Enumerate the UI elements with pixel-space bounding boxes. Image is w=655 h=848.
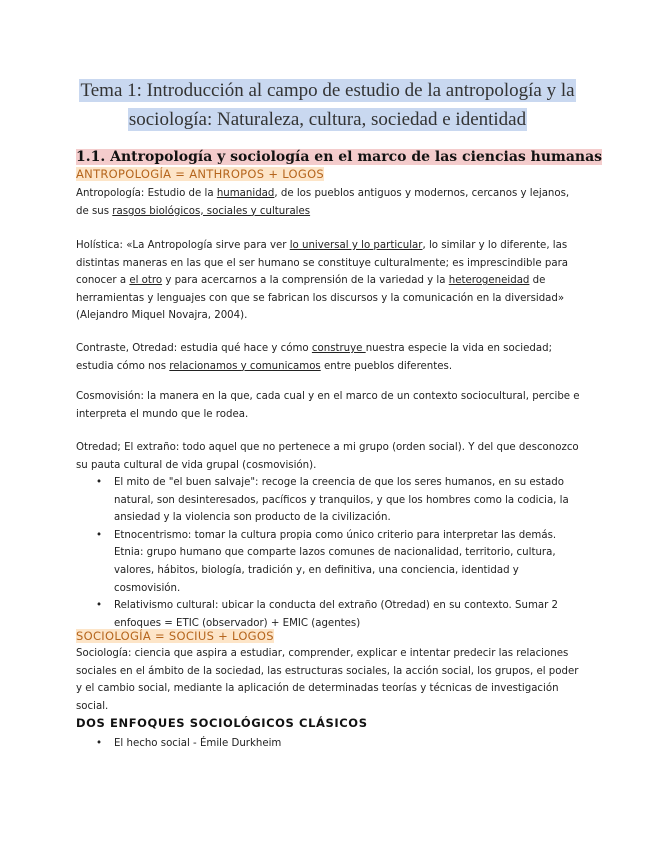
underlined-term: construye [311, 343, 366, 354]
holistica-paragraph: Holística: «La Antropología sirve para ver lo universal y lo particular, lo similar y lo diferente, las distintas maneras en las que el ser humano se constituye culturalmente; es imprescindible para conocer a el otro y para acercarnos a la comprensión de la variedad y la heterogeneidad de herramientas y lenguajes con que se fabrican los discursos y la comunicación en la diversidad» (Alejandro Miquel Novajra, 2004). [76, 240, 569, 322]
title-line-1: Tema 1: Introducción al campo de estudio de la antropología y la [80, 80, 575, 101]
underlined-term: el otro [129, 275, 163, 287]
antropologia-definition: Antropología: Estudio de la humanidad, de los pueblos antiguos y modernos, cercanos y lejanos, de sus rasgos biológicos, sociales y culturales [76, 188, 570, 217]
section-heading: 1.1. Antropología y sociología en el marco de las ciencias humanas [76, 149, 603, 165]
otredad-bullet-list [76, 474, 581, 632]
antropologia-label: ANTROPOLOGÍA = ANTHROPOS + LOGOS [76, 167, 325, 181]
underlined-term: rasgos biológicos, sociales y culturales [112, 205, 311, 217]
list-item: • Relativismo cultural: ubicar la conducta del extraño (Otredad) en su contexto. Sumar 2 enfoques = ETIC (observador) + EMIC (agentes) [76, 597, 581, 632]
document-title [60, 76, 595, 134]
underlined-term: heterogeneidad [448, 275, 530, 287]
underlined-term: humanidad [216, 188, 275, 199]
enfoques-heading: DOS ENFOQUES SOCIOLÓGICOS CLÁSICOS [76, 716, 368, 730]
sociologia-label: SOCIOLOGÍA = SOCIUS + LOGOS [76, 629, 274, 643]
contraste-paragraph: Contraste, Otredad: estudia qué hace y cómo construye nuestra especie la vida en sociedad; estudia cómo nos relacionamos y comunicamos entre pueblos diferentes. [76, 343, 553, 372]
cosmovision-paragraph: Cosmovisión: la manera en la que, cada cual y en el marco de un contexto sociocultural, percibe e interpreta el mundo que le rodea. [76, 391, 580, 420]
sociologia-definition: Sociología: ciencia que aspira a estudiar, comprender, explicar e intentar predecir las relaciones sociales en el ámbito de la sociedad, las estructuras sociales, la acción social, los grupos, el poder y el cambio social, mediante la aplicación de determinadas teorías y técnicas de investigación social. [76, 648, 579, 712]
enfoques-bullet-list [76, 735, 581, 753]
otredad-paragraph: Otredad; El extraño: todo aquel que no pertenece a mi grupo (orden social). Y del que desconozco su pauta cultural de vida grupal (cosmovisión). [76, 442, 579, 471]
list-item: • El hecho social - Émile Durkheim [76, 735, 581, 753]
underlined-term: lo universal y lo particular [289, 240, 423, 251]
underlined-term: relacionamos y comunicamos [169, 360, 321, 372]
title-line-2: sociología: Naturaleza, cultura, sociedad e identidad [128, 109, 527, 130]
list-item: • Etnocentrismo: tomar la cultura propia como único criterio para interpretar las demás. Etnia: grupo humano que comparte lazos comunes de nacionalidad, territorio, cultura, valores, hábitos, biología, tradición y, en definitiva, una conciencia, identidad y cosmovisión. [76, 527, 581, 597]
list-item: • El mito de "el buen salvaje": recoge la creencia de que los seres humanos, en su estado natural, son desinteresados, pacíficos y tranquilos, y que los hombres como la codicia, la ansiedad y la violencia son producto de la civilización. [76, 474, 581, 527]
